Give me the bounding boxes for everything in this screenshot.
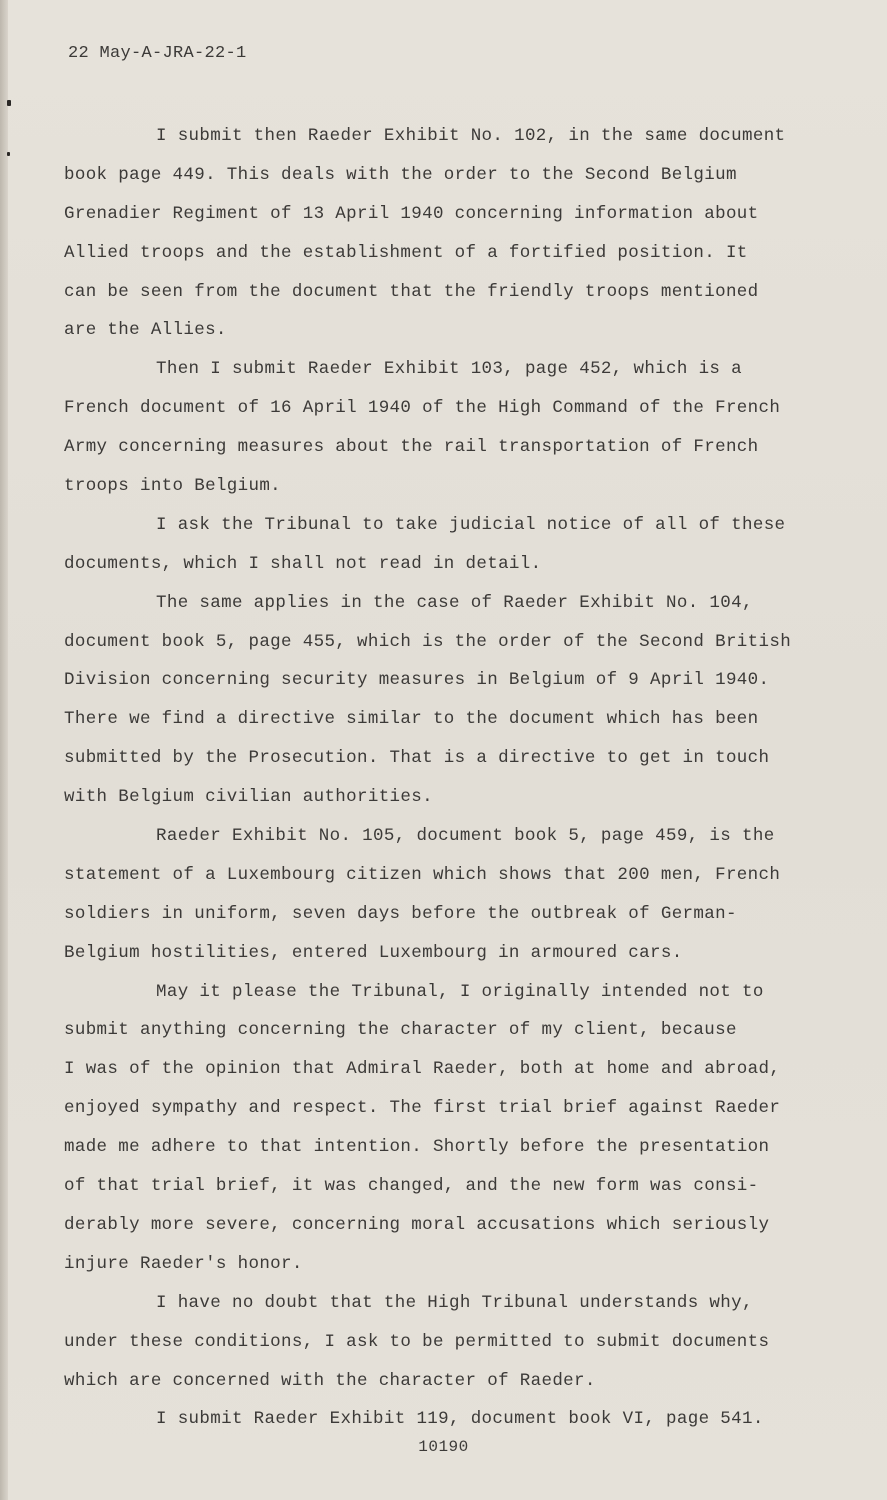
text-line: are the Allies. [64, 320, 227, 341]
text-line: I submit then Raeder Exhibit No. 102, in the same document [156, 126, 786, 146]
text-line: I was of the opinion that Admiral Raeder, both at home and abroad, [64, 1059, 781, 1080]
text-line: The same applies in the case of Raeder Exhibit No. 104, [156, 592, 753, 613]
page-left-edge [0, 0, 8, 1500]
text-line: I ask the Tribunal to take judicial notice of all of these [156, 514, 786, 535]
text-line: troops into Belgium. [64, 476, 282, 497]
punch-mark [7, 100, 11, 106]
text-line: made me adhere to that intention. Shortly before the presentation [64, 1137, 770, 1158]
text-line: I submit Raeder Exhibit 119, document book VI, page 541. [156, 1409, 764, 1430]
text-line: enjoyed sympathy and respect. The first trial brief against Raeder [64, 1098, 781, 1119]
page-number: 10190 [418, 1438, 469, 1456]
text-line: of that trial brief, it was changed, and the new form was consi- [64, 1176, 759, 1197]
text-line: Then I submit Raeder Exhibit 103, page 452, which is a [156, 359, 742, 380]
document-header: 22 May-A-JRA-22-1 [68, 44, 247, 63]
text-line: Grenadier Regiment of 13 April 1940 concerning information about [64, 203, 759, 224]
text-line: Allied troops and the establishment of a fortified position. It [64, 242, 748, 263]
text-line: book page 449. This deals with the order to the Second Belgium [64, 164, 737, 185]
text-line: which are concerned with the character of Raeder. [64, 1370, 596, 1391]
text-line: Belgium hostilities, entered Luxembourg in armoured cars. [64, 942, 683, 963]
text-line: There we find a directive similar to the document which has been [64, 709, 759, 730]
text-line: under these conditions, I ask to be permitted to submit documents [64, 1331, 770, 1352]
text-line: documents, which I shall not read in detail. [64, 553, 542, 574]
document-body [64, 117, 834, 1439]
text-line: soldiers in uniform, seven days before the outbreak of German- [64, 903, 737, 924]
text-line: can be seen from the document that the friendly troops mentioned [64, 281, 759, 302]
text-line: statement of a Luxembourg citizen which shows that 200 men, French [64, 864, 781, 885]
text-line: Raeder Exhibit No. 105, document book 5, page 459, is the [156, 826, 775, 847]
text-line: submitted by the Prosecution. That is a directive to get in touch [64, 748, 770, 769]
punch-mark [7, 152, 10, 156]
text-line: May it please the Tribunal, I originally intended not to [156, 981, 764, 1002]
text-line: French document of 16 April 1940 of the High Command of the French [64, 398, 781, 419]
text-line: I have no doubt that the High Tribunal understands why, [156, 1292, 753, 1313]
text-line: derably more severe, concerning moral accusations which seriously [64, 1214, 770, 1235]
text-line: Army concerning measures about the rail transportation of French [64, 437, 759, 458]
text-line: Division concerning security measures in Belgium of 9 April 1940. [64, 670, 770, 691]
text-line: injure Raeder's honor. [64, 1253, 303, 1274]
text-line: document book 5, page 455, which is the order of the Second British [64, 631, 792, 652]
text-line: with Belgium civilian authorities. [64, 787, 433, 808]
text-line: submit anything concerning the character of my client, because [64, 1020, 737, 1041]
